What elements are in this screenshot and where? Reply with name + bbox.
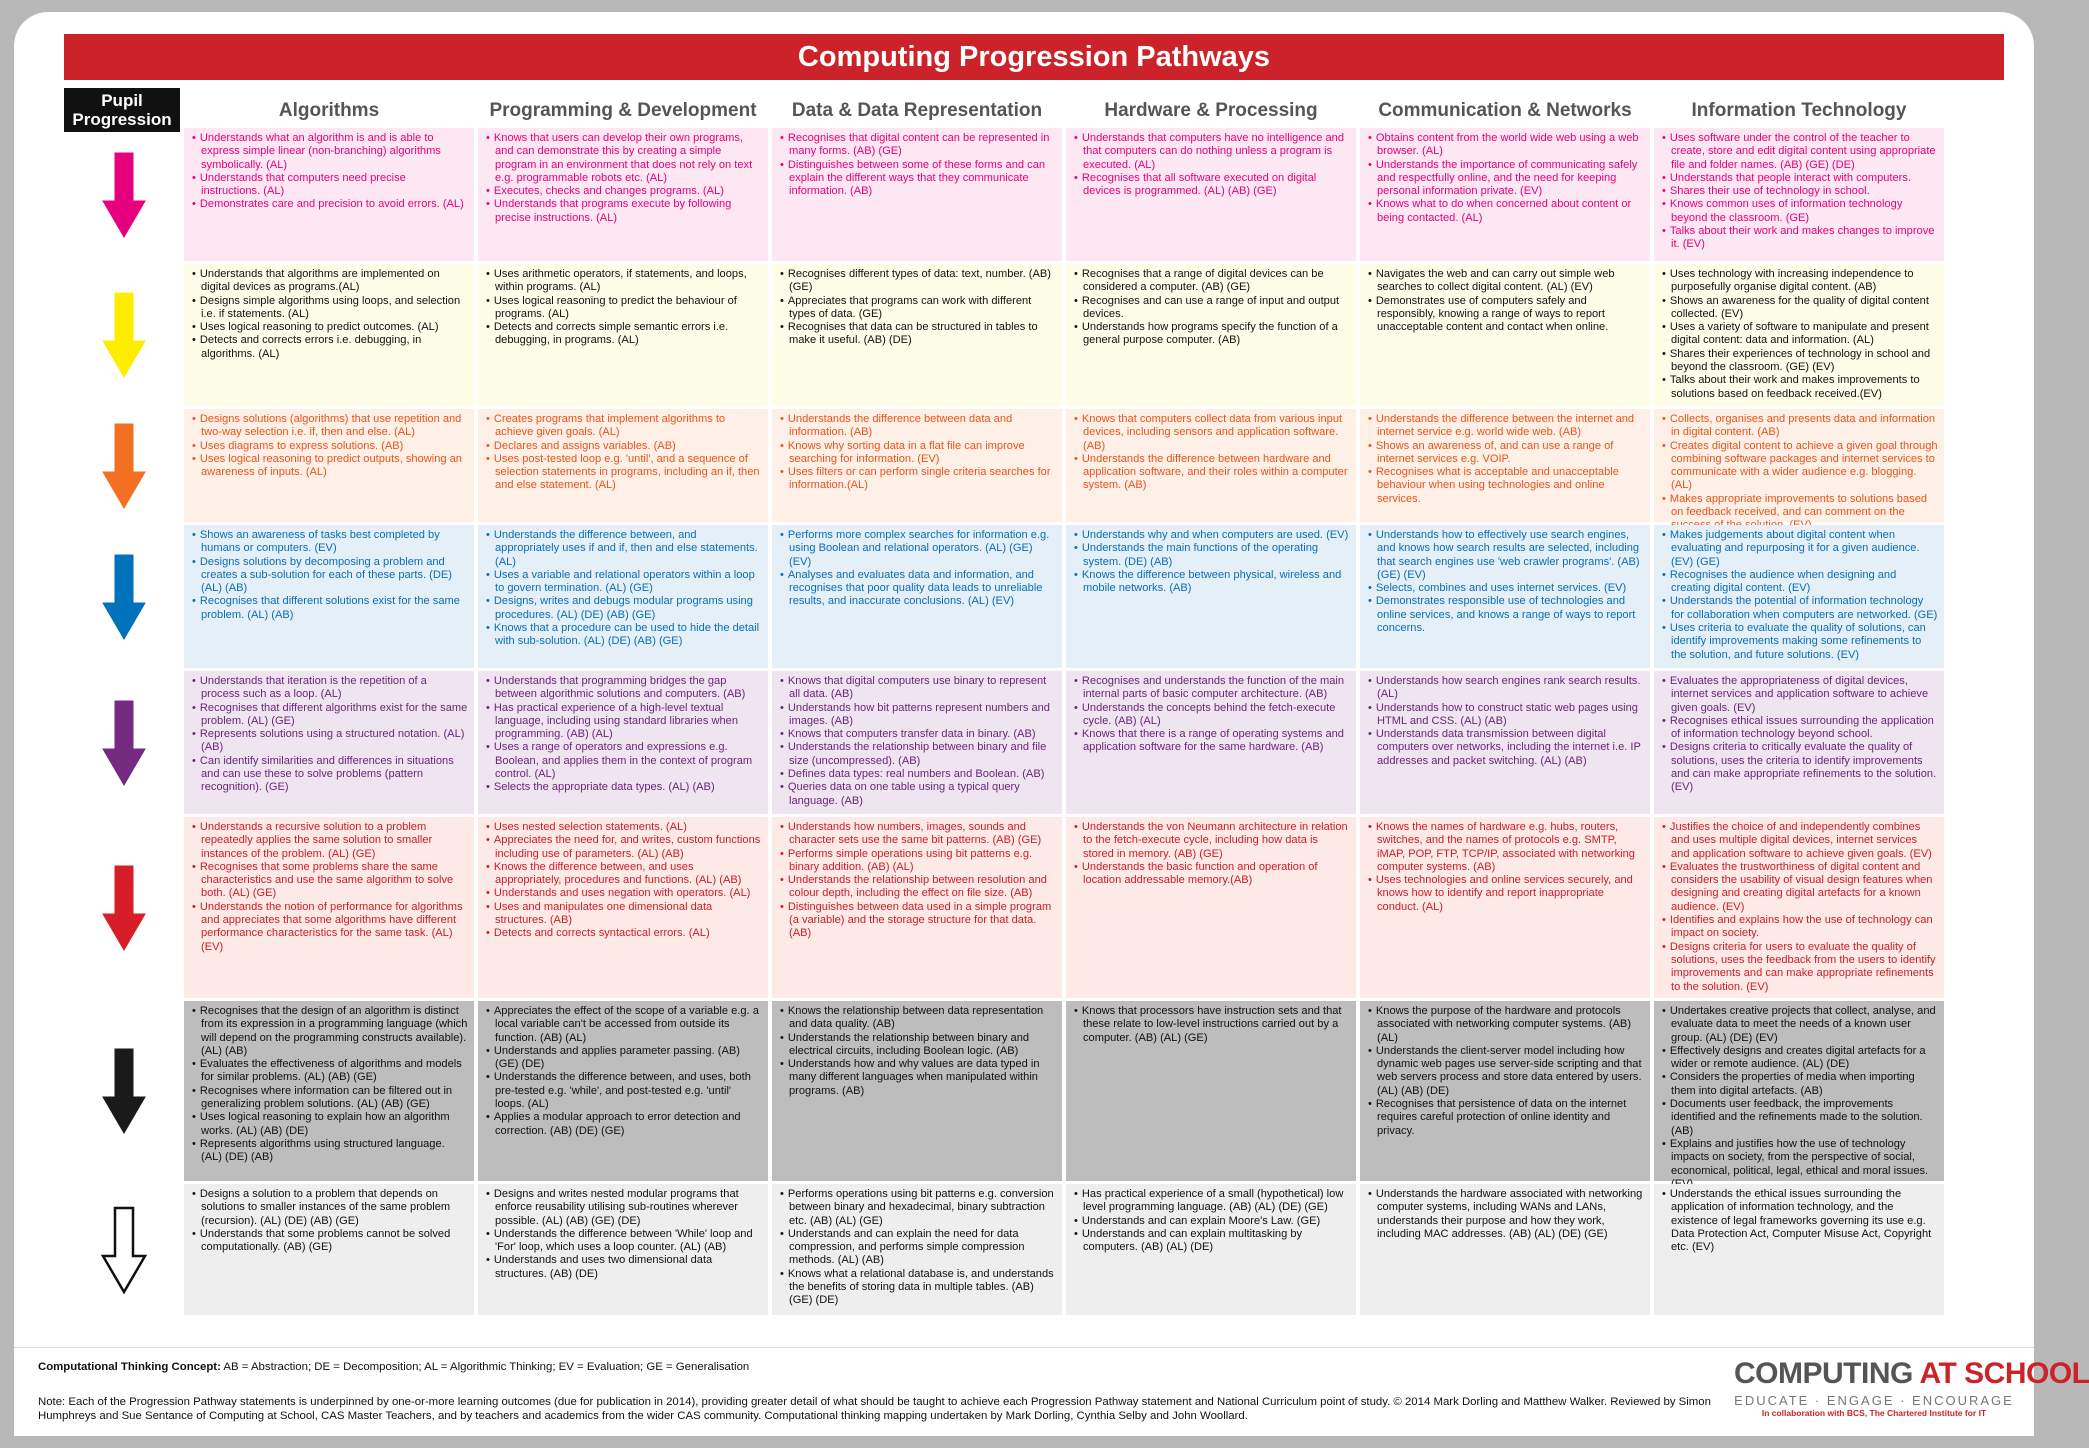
pathway-statement: • Understands the difference between the internet and internet service e.g. world wide web. (AB) [1368, 413, 1644, 440]
pathway-statement: • Understands a recursive solution to a problem repeatedly applies the same solution to smaller instances of the problem. (AL) (GE) [192, 821, 468, 861]
pathway-statement: • Understands why and when computers are used. (EV) [1074, 529, 1350, 542]
pathway-statement: • Demonstrates care and precision to avoid errors. (AL) [192, 198, 468, 211]
pathway-statement: • Recognises that data can be structured in tables to make it useful. (AB) (DE) [780, 321, 1056, 348]
pathway-cell-algorithms [184, 264, 474, 406]
pathway-cell-information-technology [1654, 1184, 1944, 1315]
progression-arrow-icon [101, 291, 147, 379]
pathway-cell-programming-development [478, 671, 768, 814]
pupil-progression-label: Pupil Progression [64, 88, 180, 132]
pathway-statement: • Uses logical reasoning to predict outputs, showing an awareness of inputs. (AL) [192, 453, 468, 480]
pathway-cell-programming-development [478, 1001, 768, 1181]
pathway-cell-information-technology [1654, 671, 1944, 814]
pathway-statement: • Analyses and evaluates data and information, and recognises that poor quality data leads to unreliable results, and inaccurate conclusions. (AL) (EV) [780, 569, 1056, 609]
pathway-statement: • Knows that computers transfer data in binary. (AB) [780, 728, 1056, 741]
pathway-cell-algorithms [184, 671, 474, 814]
pathway-statement: • Designs a solution to a problem that depends on solutions to smaller instances of the same problem (recursion). (AL) (DE) (AB) (GE) [192, 1188, 468, 1228]
pathway-statement: • Understands the importance of communicating safely and respectfully online, and the need for keeping personal information private. (EV) [1368, 159, 1644, 199]
pathway-statement: • Designs solutions (algorithms) that use repetition and two-way selection i.e. if, then and else. (AL) [192, 413, 468, 440]
pathway-statement: • Understands the difference between data and information. (AB) [780, 413, 1056, 440]
pathway-cell-data-representation [772, 525, 1062, 668]
pathway-statement: • Understands the ethical issues surrounding the application of information technology, and the existence of legal frameworks governing its use e.g. Data Protection Act, Computer Misuse Act, Copyright etc. (EV) [1662, 1188, 1938, 1254]
pathway-statement: • Appreciates the effect of the scope of a variable e.g. a local variable can't be accessed from outside its function. (AB) (AL) [486, 1005, 762, 1045]
pathway-statement: • Shows an awareness for the quality of digital content collected. (EV) [1662, 295, 1938, 322]
pathway-statement: • Knows what a relational database is, and understands the benefits of storing data in multiple tables. (AB) (GE) (DE) [780, 1268, 1056, 1308]
pathway-cell-algorithms [184, 817, 474, 998]
pathway-statement: • Knows that digital computers use binary to represent all data. (AB) [780, 675, 1056, 702]
pathway-statement: • Knows that computers collect data from various input devices, including sensors and application software. (AB) [1074, 413, 1350, 453]
pathway-statement: • Recognises that persistence of data on the internet requires careful protection of online identity and privacy. [1368, 1098, 1644, 1138]
pathway-cell-communication-networks [1360, 1184, 1650, 1315]
pathway-statement: • Talks about their work and makes changes to improve it. (EV) [1662, 225, 1938, 252]
pathway-statement: • Represents algorithms using structured language. (AL) (DE) (AB) [192, 1138, 468, 1165]
pathway-statement: • Designs criteria for users to evaluate the quality of solutions, uses the feedback from the users to identify improvements and can make appropriate refinements to the solution. (EV) [1662, 941, 1938, 994]
pathway-statement: • Understands the relationship between resolution and colour depth, including the effect on file size. (AB) [780, 874, 1056, 901]
pathway-statement: • Understands that algorithms are implemented on digital devices as programs.(AL) [192, 268, 468, 295]
pathway-statement: • Understands the concepts behind the fetch-execute cycle. (AB) (AL) [1074, 702, 1350, 729]
pathway-statement: • Detects and corrects syntactical errors. (AL) [486, 927, 762, 940]
column-header-information-technology: Information Technology [1691, 100, 1907, 121]
pathway-cell-communication-networks [1360, 409, 1650, 522]
pathway-cell-data-representation [772, 1184, 1062, 1315]
pathway-statement: • Understands and can explain the need for data compression, and performs simple compression methods. (AL) (AB) [780, 1228, 1056, 1268]
pathway-statement: • Knows why sorting data in a flat file can improve searching for information. (EV) [780, 440, 1056, 467]
pathway-statement: • Uses filters or can perform single criteria searches for information.(AL) [780, 466, 1056, 493]
pathway-statement: • Uses technology with increasing independence to purposefully organise digital content. (AB) [1662, 268, 1938, 295]
pathway-statement: • Understands and can explain Moore's Law. (GE) [1074, 1215, 1350, 1228]
pathway-statement: • Shares their experiences of technology in school and beyond the classroom. (GE) (EV) [1662, 348, 1938, 375]
pathway-statement: • Understands that iteration is the repetition of a process such as a loop. (AL) [192, 675, 468, 702]
pathway-cell-information-technology [1654, 817, 1944, 998]
pathway-statement: • Designs criteria to critically evaluate the quality of solutions, uses the criteria to identify improvements and can make appropriate refinements to the solution. (EV) [1662, 741, 1938, 794]
pathway-statement: • Knows the difference between, and uses appropriately, procedures and functions. (AL) (AB) [486, 861, 762, 888]
pathway-statement: • Documents user feedback, the improvements identified and the refinements made to the solution. (AB) [1662, 1098, 1938, 1138]
pathway-statement: • Knows the difference between physical, wireless and mobile networks. (AB) [1074, 569, 1350, 596]
pathway-cell-algorithms [184, 525, 474, 668]
pathway-statement: • Shares their use of technology in school. [1662, 185, 1938, 198]
pathway-statement: • Collects, organises and presents data and information in digital content. (AB) [1662, 413, 1938, 440]
pathway-cell-information-technology [1654, 525, 1944, 668]
pathway-statement: • Knows that there is a range of operating systems and application software for the same hardware. (AB) [1074, 728, 1350, 755]
pathway-cell-communication-networks [1360, 128, 1650, 261]
pathway-statement: • Understands that computers need precise instructions. (AL) [192, 172, 468, 199]
pathway-statement: • Uses logical reasoning to predict outcomes. (AL) [192, 321, 468, 334]
pathway-statement: • Understands how programs specify the function of a general purpose computer. (AB) [1074, 321, 1350, 348]
pathway-statement: • Understands how search engines rank search results. (AL) [1368, 675, 1644, 702]
pathway-cell-communication-networks [1360, 817, 1650, 998]
ct-legend [38, 1361, 749, 1373]
pathway-statement: • Understands that people interact with computers. [1662, 172, 1938, 185]
pathway-statement: • Talks about their work and makes improvements to solutions based on feedback received.(EV) [1662, 374, 1938, 401]
progression-arrow-icon [101, 1206, 147, 1294]
pathway-statement: • Understands and uses two dimensional data structures. (AB) (DE) [486, 1254, 762, 1281]
pathway-statement: • Creates digital content to achieve a given goal through combining software packages and internet services to communicate with a wider audience e.g. blogging. (AL) [1662, 440, 1938, 493]
pathway-cell-programming-development [478, 409, 768, 522]
ct-legend-label: Computational Thinking Concept: [38, 1361, 221, 1373]
pathway-statement: • Recognises that some problems share the same characteristics and use the same algorithm to solve both. (AL) (GE) [192, 861, 468, 901]
pathway-statement: • Demonstrates use of computers safely and responsibly, knowing a range of ways to report unacceptable content and contact when online. [1368, 295, 1644, 335]
pathway-statement: • Appreciates the need for, and writes, custom functions including use of parameters. (AL) (AB) [486, 834, 762, 861]
pathway-cell-data-representation [772, 264, 1062, 406]
pathway-statement: • Declares and assigns variables. (AB) [486, 440, 762, 453]
pathway-statement: • Understands how to effectively use search engines, and knows how search results are selected, including that search engines use 'web crawler programs'. (AB) (GE) (EV) [1368, 529, 1644, 582]
column-header-hardware-processing: Hardware & Processing [1104, 100, 1318, 121]
cas-logo [1734, 1357, 2089, 1391]
pathway-cell-algorithms [184, 1001, 474, 1181]
pathway-statement: • Demonstrates responsible use of technologies and online services, and knows a range of ways to report concerns. [1368, 595, 1644, 635]
pathway-statement: • Uses arithmetic operators, if statements, and loops, within programs. (AL) [486, 268, 762, 295]
pathway-statement: • Considers the properties of media when importing them into digital artefacts. (AB) [1662, 1071, 1938, 1098]
pathway-cell-data-representation [772, 409, 1062, 522]
pathway-cell-data-representation [772, 817, 1062, 998]
pathway-statement: • Understands the von Neumann architecture in relation to the fetch-execute cycle, including how data is stored in memory. (AB) (GE) [1074, 821, 1350, 861]
pathway-statement: • Shows an awareness of tasks best completed by humans or computers. (EV) [192, 529, 468, 556]
pathway-statement: • Understands how numbers, images, sounds and character sets use the same bit patterns. (AB) (GE) [780, 821, 1056, 848]
pathway-statement: • Navigates the web and can carry out simple web searches to collect digital content. (AL) (EV) [1368, 268, 1644, 295]
pathway-statement: • Understands the client-server model including how dynamic web pages use server-side scripting and that web servers process and store data entered by users. (AL) (AB) (DE) [1368, 1045, 1644, 1098]
pathway-cell-communication-networks [1360, 525, 1650, 668]
pathway-statement: • Has practical experience of a high-level textual language, including using standard libraries when programming. (AB) (AL) [486, 702, 762, 742]
pathway-statement: • Knows the names of hardware e.g. hubs, routers, switches, and the names of protocols e.g. SMTP, iMAP, POP, FTP, TCP/IP, associated with networking computer systems. (AB) [1368, 821, 1644, 874]
pathway-statement: • Designs solutions by decomposing a problem and creates a sub-solution for each of these parts. (DE) (AL) (AB) [192, 556, 468, 596]
pathway-statement: • Understands the relationship between binary and file size (uncompressed). (AB) [780, 741, 1056, 768]
page-title: Computing Progression Pathways [64, 34, 2004, 80]
pathway-statement: • Designs and writes nested modular programs that enforce reusability utilising sub-routines wherever possible. (AL) (AB) (GE) (DE) [486, 1188, 762, 1228]
pathway-cell-data-representation [772, 128, 1062, 261]
pathway-statement: • Evaluates the appropriateness of digital devices, internet services and application software to achieve given goals. (EV) [1662, 675, 1938, 715]
column-header-communication-networks: Communication & Networks [1378, 100, 1632, 121]
pathway-statement: • Recognises that different solutions exist for the same problem. (AL) (AB) [192, 595, 468, 622]
cas-logo-a: COMPUTING [1734, 1357, 1920, 1390]
pathway-statement: • Evaluates the effectiveness of algorithms and models for similar problems. (AL) (AB) (GE) [192, 1058, 468, 1085]
pathway-statement: • Detects and corrects simple semantic errors i.e. debugging, in programs. (AL) [486, 321, 762, 348]
pathway-statement: • Uses and manipulates one dimensional data structures. (AB) [486, 901, 762, 928]
ct-legend-text: AB = Abstraction; DE = Decomposition; AL = Algorithmic Thinking; EV = Evaluation; GE = Generalisation [220, 1361, 750, 1373]
pathway-statement: • Recognises that a range of digital devices can be considered a computer. (AB) (GE) [1074, 268, 1350, 295]
pathway-cell-algorithms [184, 128, 474, 261]
pathway-statement: • Understands the relationship between binary and electrical circuits, including Boolean logic. (AB) [780, 1032, 1056, 1059]
pathway-statement: • Undertakes creative projects that collect, analyse, and evaluate data to meet the needs of a known user group. (AL) (DE) (EV) [1662, 1005, 1938, 1045]
pathway-statement: • Executes, checks and changes programs. (AL) [486, 185, 762, 198]
pathway-statement: • Understands the difference between hardware and application software, and their roles within a computer system. (AB) [1074, 453, 1350, 493]
column-header-programming-development: Programming & Development [489, 100, 757, 121]
pathway-statement: • Makes appropriate improvements to solutions based on feedback received, and can comment on the [1662, 493, 1938, 533]
pathway-statement: • Understands and applies parameter passing. (AB) (GE) (DE) [486, 1045, 762, 1072]
pathway-statement: • Appreciates that programs can work with different types of data. (GE) [780, 295, 1056, 322]
pathway-cell-hardware-processing [1066, 128, 1356, 261]
pathway-statement: • Recognises that all software executed on digital devices is programmed. (AL) (AB) (GE) [1074, 172, 1350, 199]
pathway-cell-programming-development [478, 128, 768, 261]
pathway-statement: • Evaluates the trustworthiness of digital content and considers the usability of visual design features when designing and creating digital artefacts for a known audience. (EV) [1662, 861, 1938, 914]
pathway-statement: • Recognises that different algorithms exist for the same problem. (AL) (GE) [192, 702, 468, 729]
pathway-statement: • Effectively designs and creates digital artefacts for a wider or remote audience. (AL) (DE) [1662, 1045, 1938, 1072]
pathway-statement: • Understands that programs execute by following precise instructions. (AL) [486, 198, 762, 225]
progression-arrow-icon [101, 422, 147, 510]
progression-arrow-icon [101, 151, 147, 239]
pathway-cell-information-technology [1654, 409, 1944, 522]
pathway-statement: • Understands the potential of information technology for collaboration when computers are networked. (GE) [1662, 595, 1938, 622]
pathway-statement: • Knows that a procedure can be used to hide the detail with sub-solution. (AL) (DE) (AB) (GE) [486, 622, 762, 649]
pathway-statement: • Detects and corrects errors i.e. debugging, in algorithms. (AL) [192, 334, 468, 361]
pathway-statement: • Applies a modular approach to error detection and correction. (AB) (DE) (GE) [486, 1111, 762, 1138]
pathway-statement: • Understands data transmission between digital computers over networks, including the internet i.e. IP addresses and packet switching. (AL) (AB) [1368, 728, 1644, 768]
pathway-statement: • Understands that computers have no intelligence and that computers can do nothing unless a program is executed. (AL) [1074, 132, 1350, 172]
pathway-cell-data-representation [772, 671, 1062, 814]
pathway-statement: • Can identify similarities and differences in situations and can use these to solve problems (pattern recognition). (GE) [192, 755, 468, 795]
pathway-statement: • Performs simple operations using bit patterns e.g. binary addition. (AB) (AL) [780, 848, 1056, 875]
pathway-cell-communication-networks [1360, 1001, 1650, 1181]
pathway-statement: • Has practical experience of a small (hypothetical) low level programming language. (AB) (AL) (DE) (GE) [1074, 1188, 1350, 1215]
pathway-statement: • Understands the difference between, and uses, both pre-tested e.g. 'while', and post-tested e.g. 'until' loops. (AL) [486, 1071, 762, 1111]
progression-arrow-icon [101, 864, 147, 952]
progression-poster [14, 12, 2089, 1436]
pathway-statement: • Uses a variety of software to manipulate and present digital content: data and information. (AL) [1662, 321, 1938, 348]
pathway-cell-hardware-processing [1066, 817, 1356, 998]
pathway-statement: • Identifies and explains how the use of technology can impact on society. [1662, 914, 1938, 941]
column-header-data-representation: Data & Data Representation [791, 100, 1043, 121]
pathway-cell-hardware-processing [1066, 671, 1356, 814]
pathway-statement: • Understands what an algorithm is and is able to express simple linear (non-branching) algorithms symbolically. (AL) [192, 132, 468, 172]
pathway-statement: • Distinguishes between data used in a simple program (a variable) and the storage structure for that data. (AB) [780, 901, 1056, 941]
pathway-cell-programming-development [478, 1184, 768, 1315]
pathway-statement: • Recognises and can use a range of input and output devices. [1074, 295, 1350, 322]
pathway-cell-programming-development [478, 817, 768, 998]
pathway-cell-hardware-processing [1066, 1001, 1356, 1181]
pathway-cell-communication-networks [1360, 264, 1650, 406]
pathway-statement: • Recognises where information can be filtered out in generalizing problem solutions. (AL) (AB) (GE) [192, 1085, 468, 1112]
pathway-statement: • Understands how and why values are data typed in many different languages when manipulated within programs. (AB) [780, 1058, 1056, 1098]
pathway-statement: • Uses logical reasoning to explain how an algorithm works. (AL) (AB) (DE) [192, 1111, 468, 1138]
pathway-cell-hardware-processing [1066, 409, 1356, 522]
pathway-cell-programming-development [478, 264, 768, 406]
pathway-cell-information-technology [1654, 1001, 1944, 1181]
pathway-statement: • Uses technologies and online services securely, and knows how to identify and report inappropriate conduct. (AL) [1368, 874, 1644, 914]
pathway-statement: • Designs, writes and debugs modular programs using procedures. (AL) (DE) (AB) (GE) [486, 595, 762, 622]
cas-tagline: EDUCATE · ENGAGE · ENCOURAGE [1734, 1393, 2014, 1408]
pathway-statement: • Uses a range of operators and expressions e.g. Boolean, and applies them in the context of program control. (AL) [486, 741, 762, 781]
pathway-statement: • Recognises and understands the function of the main internal parts of basic computer architecture. (AB) [1074, 675, 1350, 702]
pathway-statement: • Creates programs that implement algorithms to achieve given goals. (AL) [486, 413, 762, 440]
column-header-algorithms: Algorithms [278, 100, 380, 121]
pathway-statement: • Knows that processors have instruction sets and that these relate to low-level instructions carried out by a computer. (AB) (AL) (GE) [1074, 1005, 1350, 1045]
pathway-statement: • Recognises different types of data: text, number. (AB) (GE) [780, 268, 1056, 295]
pathway-statement: • Understands the notion of performance for algorithms and appreciates that some algorithms have different performance characteristics for the same task. (AL) (EV) [192, 901, 468, 954]
pathway-statement: • Justifies the choice of and independently combines and uses multiple digital devices, internet services and application software to achieve given goals. (EV) [1662, 821, 1938, 861]
pathway-statement: • Understands the difference between, and appropriately uses if and if, then and else statements. (AL) [486, 529, 762, 569]
pathway-cell-algorithms [184, 1184, 474, 1315]
pathway-statement: • Uses a variable and relational operators within a loop to govern termination. (AL) (GE) [486, 569, 762, 596]
pathway-cell-hardware-processing [1066, 264, 1356, 406]
pathway-statement: • Knows the relationship between data representation and data quality. (AB) [780, 1005, 1056, 1032]
progression-arrow-icon [101, 1047, 147, 1135]
pathway-statement: • Understands that programming bridges the gap between algorithmic solutions and computers. (AB) [486, 675, 762, 702]
pathway-cell-algorithms [184, 409, 474, 522]
pathway-statement: • Understands how to construct static web pages using HTML and CSS. (AL) (AB) [1368, 702, 1644, 729]
pathway-statement: • Recognises that digital content can be represented in many forms. (AB) (GE) [780, 132, 1056, 159]
pathway-statement: • Uses logical reasoning to predict the behaviour of programs. (AL) [486, 295, 762, 322]
pathway-cell-data-representation [772, 1001, 1062, 1181]
pathway-statement: • Understands that some problems cannot be solved computationally. (AB) (GE) [192, 1228, 468, 1255]
pathway-statement: • Knows what to do when concerned about content or being contacted. (AL) [1368, 198, 1644, 225]
pathway-statement: • Designs simple algorithms using loops, and selection i.e. if statements. (AL) [192, 295, 468, 322]
pathway-statement: • Knows common uses of information technology beyond the classroom. (GE) [1662, 198, 1938, 225]
pathway-cell-programming-development [478, 525, 768, 668]
pathway-statement: • Distinguishes between some of these forms and can explain the different ways that they communicate information. (AB) [780, 159, 1056, 199]
pathway-statement: • Recognises ethical issues surrounding the application of information technology beyond school. [1662, 715, 1938, 742]
pathway-statement: • Understands how bit patterns represent numbers and images. (AB) [780, 702, 1056, 729]
cas-subline: In collaboration with BCS, The Chartered Institute for IT [1761, 1408, 1987, 1418]
progression-arrow-icon [101, 553, 147, 641]
pathway-statement: • Understands the main functions of the operating system. (DE) (AB) [1074, 542, 1350, 569]
pathway-statement: • Uses software under the control of the teacher to create, store and edit digital content using appropriate file and folder names. (AB) (GE) (DE) [1662, 132, 1938, 172]
pathway-statement: • Recognises that the design of an algorithm is distinct from its expression in a programming language (which will depend on the programming constructs available). (AL) (AB) [192, 1005, 468, 1058]
pathway-statement: • Queries data on one table using a typical query language. (AB) [780, 781, 1056, 808]
pathway-statement: • Selects, combines and uses internet services. (EV) [1368, 582, 1644, 595]
progression-arrow-icon [101, 699, 147, 787]
cas-logo-b: AT SCHOOL [1919, 1357, 2089, 1390]
pathway-cell-hardware-processing [1066, 525, 1356, 668]
pathway-statement: • Shows an awareness of, and can use a range of internet services e.g. VOIP. [1368, 440, 1644, 467]
pathway-statement: • Knows that users can develop their own programs, and can demonstrate this by creating a simple program in an environment that does not rely on text e.g. programmable robots etc. (AL) [486, 132, 762, 185]
pathway-statement: • Makes judgements about digital content when evaluating and repurposing it for a given audience. (EV) (GE) [1662, 529, 1938, 569]
pathway-statement: • Understands the basic function and operation of location addressable memory.(AB) [1074, 861, 1350, 888]
pathway-statement: • Recognises the audience when designing and creating digital content. (EV) [1662, 569, 1938, 596]
pathway-statement: • Defines data types: real numbers and Boolean. (AB) [780, 768, 1056, 781]
pathway-statement: • Represents solutions using a structured notation. (AL) (AB) [192, 728, 468, 755]
footer-note: Note: Each of the Progression Pathway statements is underpinned by one-or-more learning outcomes (due for publication in 2014), providing greater detail of what should be taught to achieve each Progression Pathway statement and National Curriculum point of study. © 2014 Mark Dorling and Matthew Walker. Reviewed by Simon Humphreys and Sue Sentance of Computing at School, CAS Master Teachers, and by teachers and academics from the wider CAS community. Computational thinking mapping undertaken by Mark Dorling, Cynthia Selby and John Woollard. [38, 1396, 1711, 1422]
pathway-statement: • Obtains content from the world wide web using a web browser. (AL) [1368, 132, 1644, 159]
pathway-cell-communication-networks [1360, 671, 1650, 814]
pathway-statement: • Performs operations using bit patterns e.g. conversion between binary and hexadecimal, binary subtraction etc. (AB) (AL) (GE) [780, 1188, 1056, 1228]
pathway-statement: • Selects the appropriate data types. (AL) (AB) [486, 781, 762, 794]
pathway-statement: • Understands the difference between 'While' loop and 'For' loop, which uses a loop counter. (AL) (AB) [486, 1228, 762, 1255]
pathway-statement: • Understands the hardware associated with networking computer systems, including WANs and LANs, understands their purpose and how they work, including MAC addresses. (AB) (AL) (DE) (GE) [1368, 1188, 1644, 1241]
pathway-statement: • Performs more complex searches for information e.g. using Boolean and relational operators. (AL) (GE) (EV) [780, 529, 1056, 569]
pathway-statement: • Understands and can explain multitasking by computers. (AB) (AL) (DE) [1074, 1228, 1350, 1255]
pathway-statement: • Understands and uses negation with operators. (AL) [486, 887, 762, 900]
pathway-statement: • Recognises what is acceptable and unacceptable behaviour when using technologies and online services. [1368, 466, 1644, 506]
pathway-statement: • Uses post-tested loop e.g. 'until', and a sequence of selection statements in programs, including an if, then and else statement. (AL) [486, 453, 762, 493]
pathway-statement: • Uses nested selection statements. (AL) [486, 821, 762, 834]
pathway-cell-information-technology [1654, 264, 1944, 406]
pathway-statement: • Uses criteria to evaluate the quality of solutions, can identify improvements making some refinements to the solution, and future solutions. (EV) [1662, 622, 1938, 662]
pathway-cell-information-technology [1654, 128, 1944, 261]
pathway-statement: • Explains and justifies how the use of technology impacts on society, from the perspective of social, economical, political, legal, ethical and moral issues. [1662, 1138, 1938, 1191]
pathway-statement: • Uses diagrams to express solutions. (AB) [192, 440, 468, 453]
pathway-cell-hardware-processing [1066, 1184, 1356, 1315]
pathway-statement: • Knows the purpose of the hardware and protocols associated with networking computer systems. (AB) (AL) [1368, 1005, 1644, 1045]
